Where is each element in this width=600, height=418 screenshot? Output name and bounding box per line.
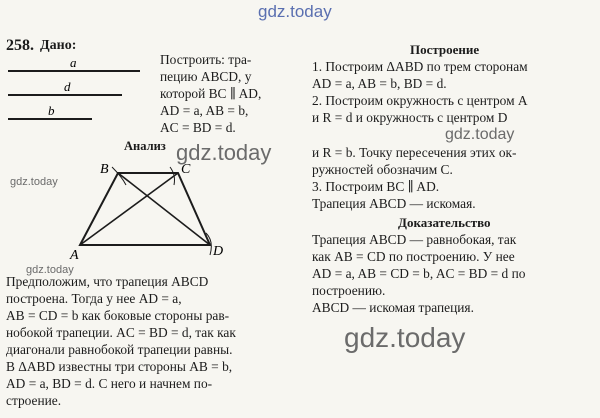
analysis-line-5: диагонали равнобокой трапеции равны.	[6, 342, 233, 357]
vertex-C-label: C	[181, 162, 191, 177]
construction-line-7: ружностей обозначим C.	[312, 162, 453, 177]
construction-line-4: и R = d и окружность с центром D	[312, 110, 508, 125]
task-line-4: AD = a, AB = b,	[160, 103, 249, 118]
watermark-top: gdz.today	[258, 2, 332, 21]
segment-a-label: a	[70, 55, 77, 70]
analysis-line-1: Предположим, что трапеция ABCD	[6, 274, 209, 289]
watermark-center: gdz.today	[176, 140, 272, 165]
trapezoid-ABCD	[80, 173, 210, 245]
proof-line-4: построению.	[312, 283, 386, 298]
segment-d-label: d	[64, 79, 71, 94]
construction-line-6: и R = b. Точку пересечения этих ок-	[312, 145, 517, 160]
task-line-3: которой BC ∥ AD,	[160, 86, 262, 101]
problem-number: 258.	[6, 37, 34, 54]
task-line-2: пецию ABCD, у	[160, 69, 252, 84]
given-label: Дано:	[40, 38, 77, 53]
arc-mark-C	[170, 167, 175, 185]
analysis-line-7: AD = a, BD = d. С него и начнем по-	[6, 376, 213, 391]
proof-line-1: Трапеция ABCD — равнобокая, так	[312, 232, 517, 247]
task-line-1: Построить: тра-	[160, 52, 252, 67]
vertex-A-label: A	[70, 248, 79, 263]
construction-line-2: AD = a, AB = b, BD = d.	[312, 76, 447, 91]
watermark-left-1: gdz.today	[10, 176, 58, 188]
analysis-line-3: AB = CD = b как боковые стороны рав-	[6, 308, 230, 323]
watermark-mid-right: gdz.today	[445, 126, 515, 143]
task-line-5: AC = BD = d.	[160, 120, 236, 135]
proof-line-3: AD = a, AB = CD = b, AC = BD = d по	[312, 266, 526, 281]
watermark-bottom: gdz.today	[344, 322, 466, 353]
watermark-left-2: gdz.today	[26, 264, 74, 276]
vertex-D-label: D	[213, 244, 224, 259]
analysis-line-8: строение.	[6, 393, 62, 408]
construction-title: Построение	[410, 42, 480, 57]
proof-line-2: как AB = CD по построению. У нее	[312, 249, 515, 264]
analysis-line-4: нобокой трапеции. AC = BD = d, так как	[6, 325, 236, 340]
analysis-line-6: В ΔABD известны три стороны AB = b,	[6, 359, 233, 374]
analysis-line-2: построена. Тогда у нее AD = a,	[6, 291, 182, 306]
construction-line-9: Трапеция ABCD — искомая.	[312, 196, 476, 211]
construction-line-8: 3. Построим BC ∥ AD.	[312, 179, 440, 194]
given-segments	[0, 55, 160, 130]
analysis-title: Анализ	[124, 139, 166, 153]
trapezoid-figure	[60, 155, 250, 265]
segment-b-label: b	[48, 103, 55, 118]
proof-line-5: ABCD — искомая трапеция.	[312, 300, 474, 315]
construction-line-3: 2. Построим окружность с центром A	[312, 93, 528, 108]
vertex-B-label: B	[100, 162, 109, 177]
construction-line-1: 1. Построим ΔABD по трем сторонам	[312, 59, 528, 74]
proof-title: Доказательство	[398, 215, 491, 230]
